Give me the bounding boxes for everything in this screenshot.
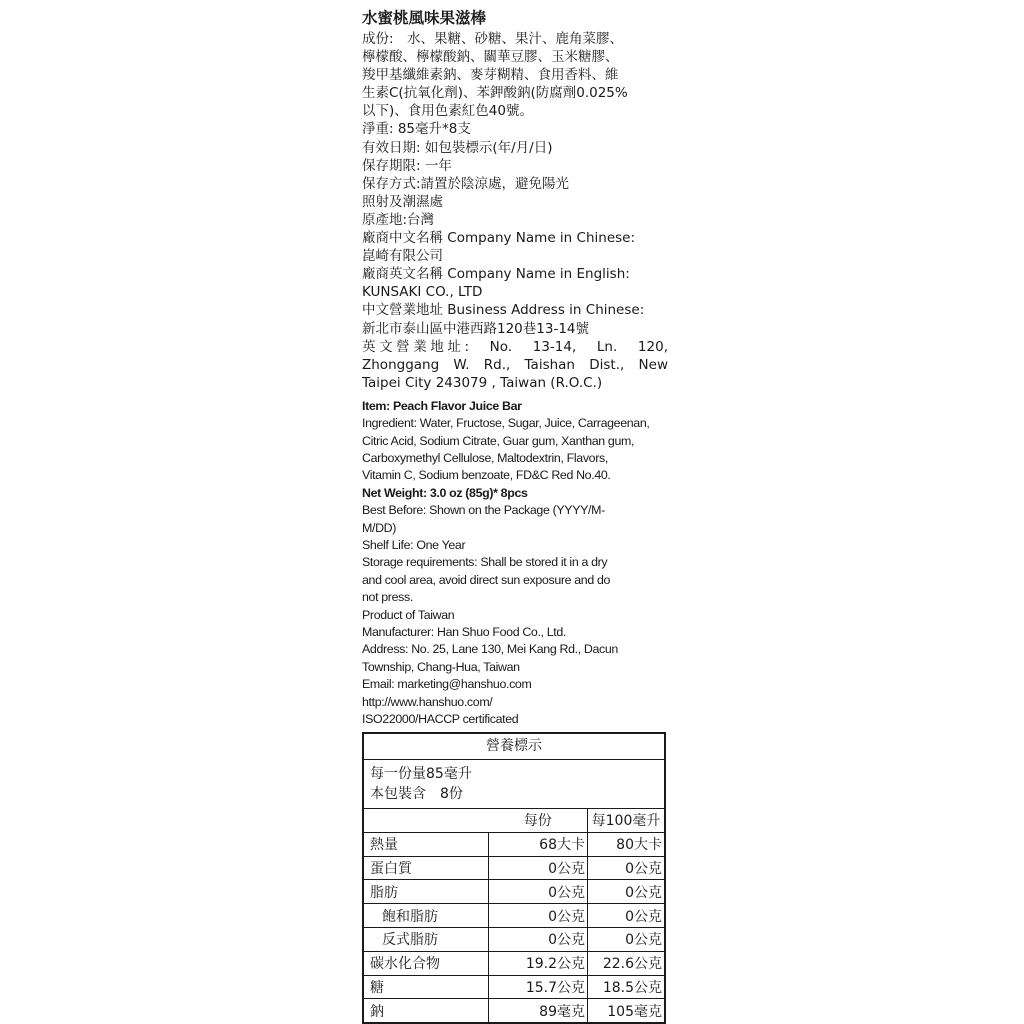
en-storage-line-2: and cool area, avoid direct sun exposure and do [362,572,611,587]
servings-per-package: 本包裝含 8份 [370,786,463,802]
zh-address-en-line-1: 英文營業地址: No. 13-14, Ln. 120, [362,338,668,355]
zh-net-weight: 淨重: 85毫升*8支 [362,121,471,138]
zh-expiry: 有效日期: 如包裝標示(年/月/日) [362,139,553,156]
en-ingredient-line-3: Carboxymethyl Cellulose, Maltodextrin, Flavors, [362,451,608,466]
nutrient-per-serving: 89毫克 [489,999,588,1022]
en-ingredient-line-4: Vitamin C, Sodium benzoate, FD&C Red No.40. [362,468,611,483]
zh-info-block [362,30,668,392]
serving-size: 每一份量85毫升 [370,766,472,782]
per-100ml-header: 每100毫升 [588,809,665,832]
nutrient-name: 反式脂肪 [364,927,489,951]
zh-ingredients-line-5: 以下)、食用色素紅色40號。 [362,103,533,120]
zh-origin: 原產地:台灣 [362,211,435,228]
en-shelf-life: Shelf Life: One Year [362,538,466,552]
nutrient-per-100ml: 80大卡 [588,832,665,856]
nutrient-name: 脂肪 [364,880,489,904]
zh-shelf-life: 保存期限: 一年 [362,157,452,174]
en-certification: ISO22000/HACCP certificated [362,711,519,726]
en-website: http://www.hanshuo.com/ [362,694,493,709]
nutrient-per-100ml: 105毫克 [607,1003,662,1020]
table-row [364,832,664,856]
nutrient-per-serving: 68大卡 [489,832,588,856]
en-item: Item: Peach Flavor Juice Bar [362,398,522,413]
zh-storage-line-2: 照射及潮濕處 [362,193,443,210]
en-origin: Product of Taiwan [362,607,455,622]
nutrient-name: 糖 [364,975,489,999]
zh-company-name-en: KUNSAKI CO., LTD [362,284,483,301]
nutrient-name: 飽和脂肪 [364,904,489,928]
zh-ingredients-line-1: 成份: 水、果糖、砂糖、果汁、鹿角菜膠、 [362,31,624,47]
nutrient-per-serving: 15.7公克 [489,975,588,999]
table-row [364,856,664,880]
nutrient-header-blank [364,809,489,832]
nutrient-per-serving: 0公克 [489,880,588,904]
nutrient-per-serving: 0公克 [489,904,588,928]
zh-ingredients-line-4: 生素C(抗氧化劑)、苯鉀酸鈉(防腐劑0.025% [362,85,628,102]
zh-address-en-line-3: Taipei City 243079 , Taiwan (R.O.C.) [362,374,603,391]
en-manufacturer: Manufacturer: Han Shuo Food Co., Ltd. [362,624,567,639]
per-serving-header: 每份 [489,809,588,832]
table-row [364,880,664,904]
nutrition-grid [364,809,664,1022]
product-title-zh: 水蜜桃風味果滋棒 [362,9,487,27]
nutrient-per-serving: 0公克 [489,856,588,880]
en-address-line-1: Address: No. 25, Lane 130, Mei Kang Rd., Dacun [362,642,618,657]
table-row [364,951,664,975]
nutrition-serving-info [364,760,664,809]
nutrient-per-100ml: 22.6公克 [588,951,665,975]
table-row [364,975,664,999]
nutrient-name: 蛋白質 [364,856,489,880]
nutrient-name: 熱量 [364,832,489,856]
nutrient-per-100ml: 0公克 [588,927,665,951]
en-net-weight: Net Weight: 3.0 oz (85g)* 8pcs [362,485,528,500]
en-address-line-2: Township, Chang-Hua, Taiwan [362,659,520,674]
zh-ingredients-line-3: 羧甲基纖維素鈉、麥芽糊精、食用香料、維 [362,67,619,84]
nutrient-per-100ml: 18.5公克 [588,975,665,999]
zh-address-en-line-2: Zhonggang W. Rd., Taishan Dist., New [362,356,668,373]
en-ingredient-line-2: Citric Acid, Sodium Citrate, Guar gum, Xanthan gum, [362,433,635,448]
nutrient-per-serving: 19.2公克 [489,951,588,975]
nutrient-name: 碳水化合物 [364,951,489,975]
zh-address-zh: 新北市泰山區中港西路120巷13-14號 [362,320,589,337]
nutrient-per-100ml: 0公克 [588,880,665,904]
product-label [362,4,668,728]
nutrition-header-row [364,809,664,832]
en-info-block [362,398,668,728]
zh-company-name-zh-label: 廠商中文名稱 Company Name in Chinese: [362,230,636,247]
en-storage-line-1: Storage requirements: Shall be stored it in a dry [362,555,608,570]
zh-storage-line-1: 保存方式:請置於陰涼處，避免陽光 [362,175,570,192]
nutrient-per-serving: 0公克 [489,927,588,951]
nutrient-per-100ml: 0公克 [588,856,665,880]
en-storage-line-3: not press. [362,590,413,605]
nutrition-facts-table [362,732,666,1024]
en-best-before-line-2: M/DD) [362,520,397,535]
table-row [364,999,664,1022]
nutrient-name: 鈉 [364,999,489,1022]
en-ingredient-line-1: Ingredient: Water, Fructose, Sugar, Juice, Carrageenan, [362,416,650,431]
zh-company-name-zh: 崑崎有限公司 [362,248,443,265]
nutrition-title: 營養標示 [364,734,664,760]
zh-company-name-en-label: 廠商英文名稱 Company Name in English: [362,266,630,283]
en-email: Email: marketing@hanshuo.com [362,677,532,692]
table-row [364,904,664,928]
zh-address-zh-label: 中文營業地址 Business Address in Chinese: [362,302,645,319]
en-best-before-line-1: Best Before: Shown on the Package (YYYY/M- [362,503,605,518]
nutrient-per-100ml: 0公克 [588,904,665,928]
zh-ingredients-line-2: 檸檬酸、檸檬酸鈉、關華豆膠、玉米糖膠、 [362,49,619,66]
table-row [364,927,664,951]
